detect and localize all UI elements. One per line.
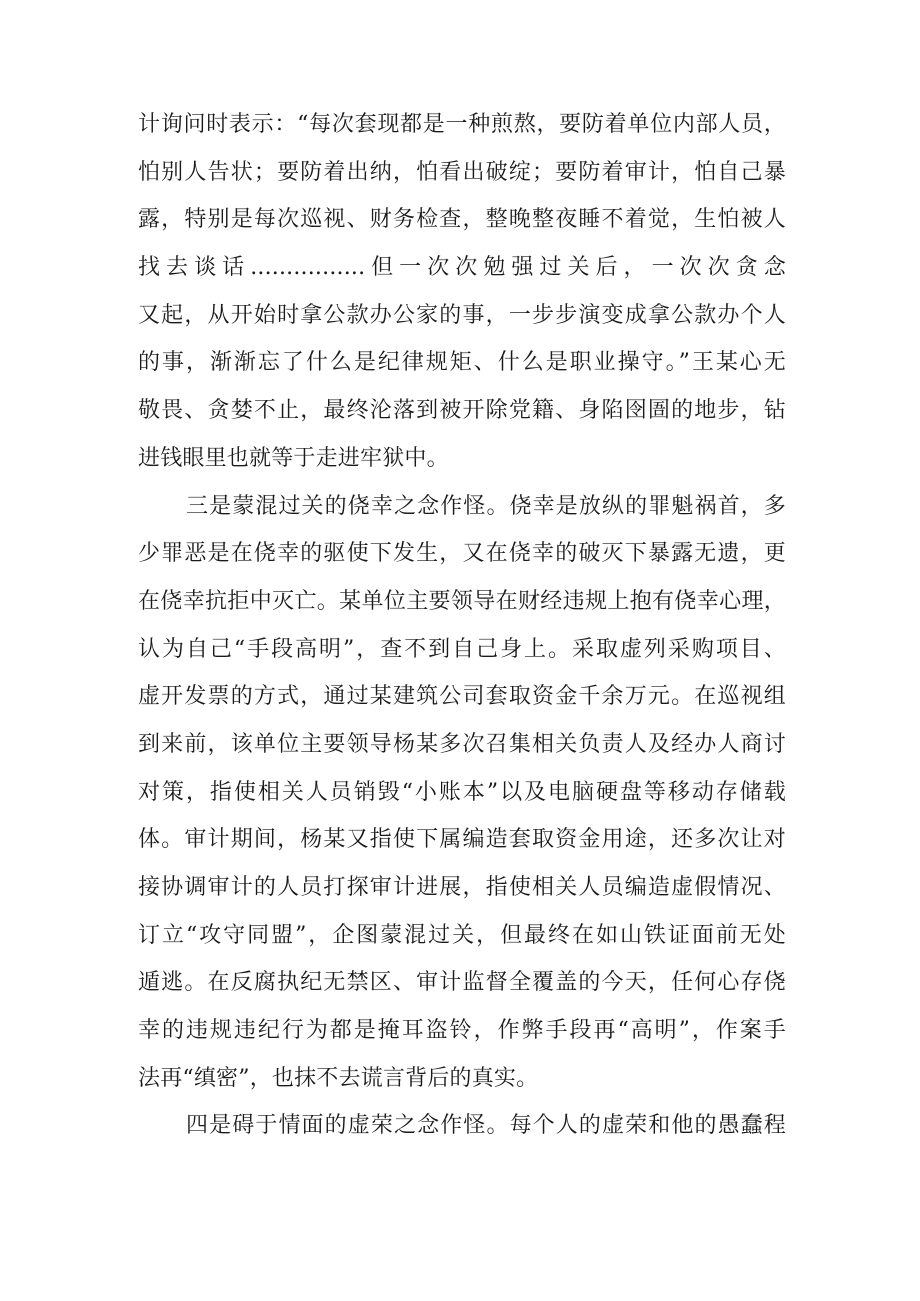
- text-line: 在侥幸抗拒中灭亡。某单位主要领导在财经违规上抱有侥幸心理，: [138, 588, 786, 614]
- text-line: 又起，从开始时拿公款办公家的事，一步步演变成拿公款办个人: [138, 302, 786, 328]
- text-line: 到来前，该单位主要领导杨某多次召集相关负责人及经办人商讨: [138, 731, 786, 757]
- text-line: 的事，渐渐忘了什么是纪律规矩、什么是职业操守。”王某心无: [138, 350, 786, 376]
- text-line: 进钱眼里也就等于走进牢狱中。: [138, 445, 449, 471]
- text-line: 露，特别是每次巡视、财务检查，整晚整夜睡不着觉，生怕被人: [138, 207, 786, 233]
- text-line: 接协调审计的人员打探审计进展，指使相关人员编造虚假情况、: [138, 875, 786, 900]
- paragraph-2: [138, 483, 786, 1103]
- text-line: 幸的违规违纪行为都是掩耳盗铃，作弊手段再“高明”，作案手: [138, 1018, 786, 1044]
- text-line: 订立“攻守同盟”，企图蒙混过关，但最终在如山铁证面前无处: [138, 922, 786, 948]
- text-line: 遁逃。在反腐执纪无禁区、审计监督全覆盖的今天，任何心存侥: [138, 970, 786, 996]
- text-line: 虚开发票的方式，通过某建筑公司套取资金千余万元。在巡视组: [138, 684, 786, 710]
- text-line: 四是碍于情面的虚荣之念作怪。每个人的虚荣和他的愚蠢程: [186, 1113, 786, 1139]
- text-line: 怕别人告状；要防着出纳，怕看出破绽；要防着审计，怕自己暴: [138, 159, 786, 185]
- paragraph-3: [138, 1102, 786, 1150]
- text-line: 三是蒙混过关的侥幸之念作怪。侥幸是放纵的罪魁祸首，多: [186, 493, 786, 519]
- text-line: 法再“缜密”，也抹不去谎言背后的真实。: [138, 1065, 539, 1091]
- document-body: [138, 101, 786, 1150]
- paragraph-1: [138, 101, 786, 483]
- text-line: 体。审计期间，杨某又指使下属编造套取资金用途，还多次让对: [138, 827, 786, 853]
- text-line: 敬畏、贪婪不止，最终沦落到被开除党籍、身陷囹圄的地步，钻: [138, 398, 786, 424]
- text-line: 对策，指使相关人员销毁“小账本”以及电脑硬盘等移动存储载: [138, 779, 786, 805]
- text-line: 找去谈话................但一次次勉强过关后，一次次贪念: [138, 255, 786, 281]
- text-line: 少罪恶是在侥幸的驱使下发生，又在侥幸的破灭下暴露无遗，更: [138, 541, 786, 567]
- text-line: 认为自己“手段高明”，查不到自己身上。采取虚列采购项目、: [138, 636, 786, 662]
- text-line: 计询问时表示：“每次套现都是一种煎熬，要防着单位内部人员，: [138, 112, 786, 137]
